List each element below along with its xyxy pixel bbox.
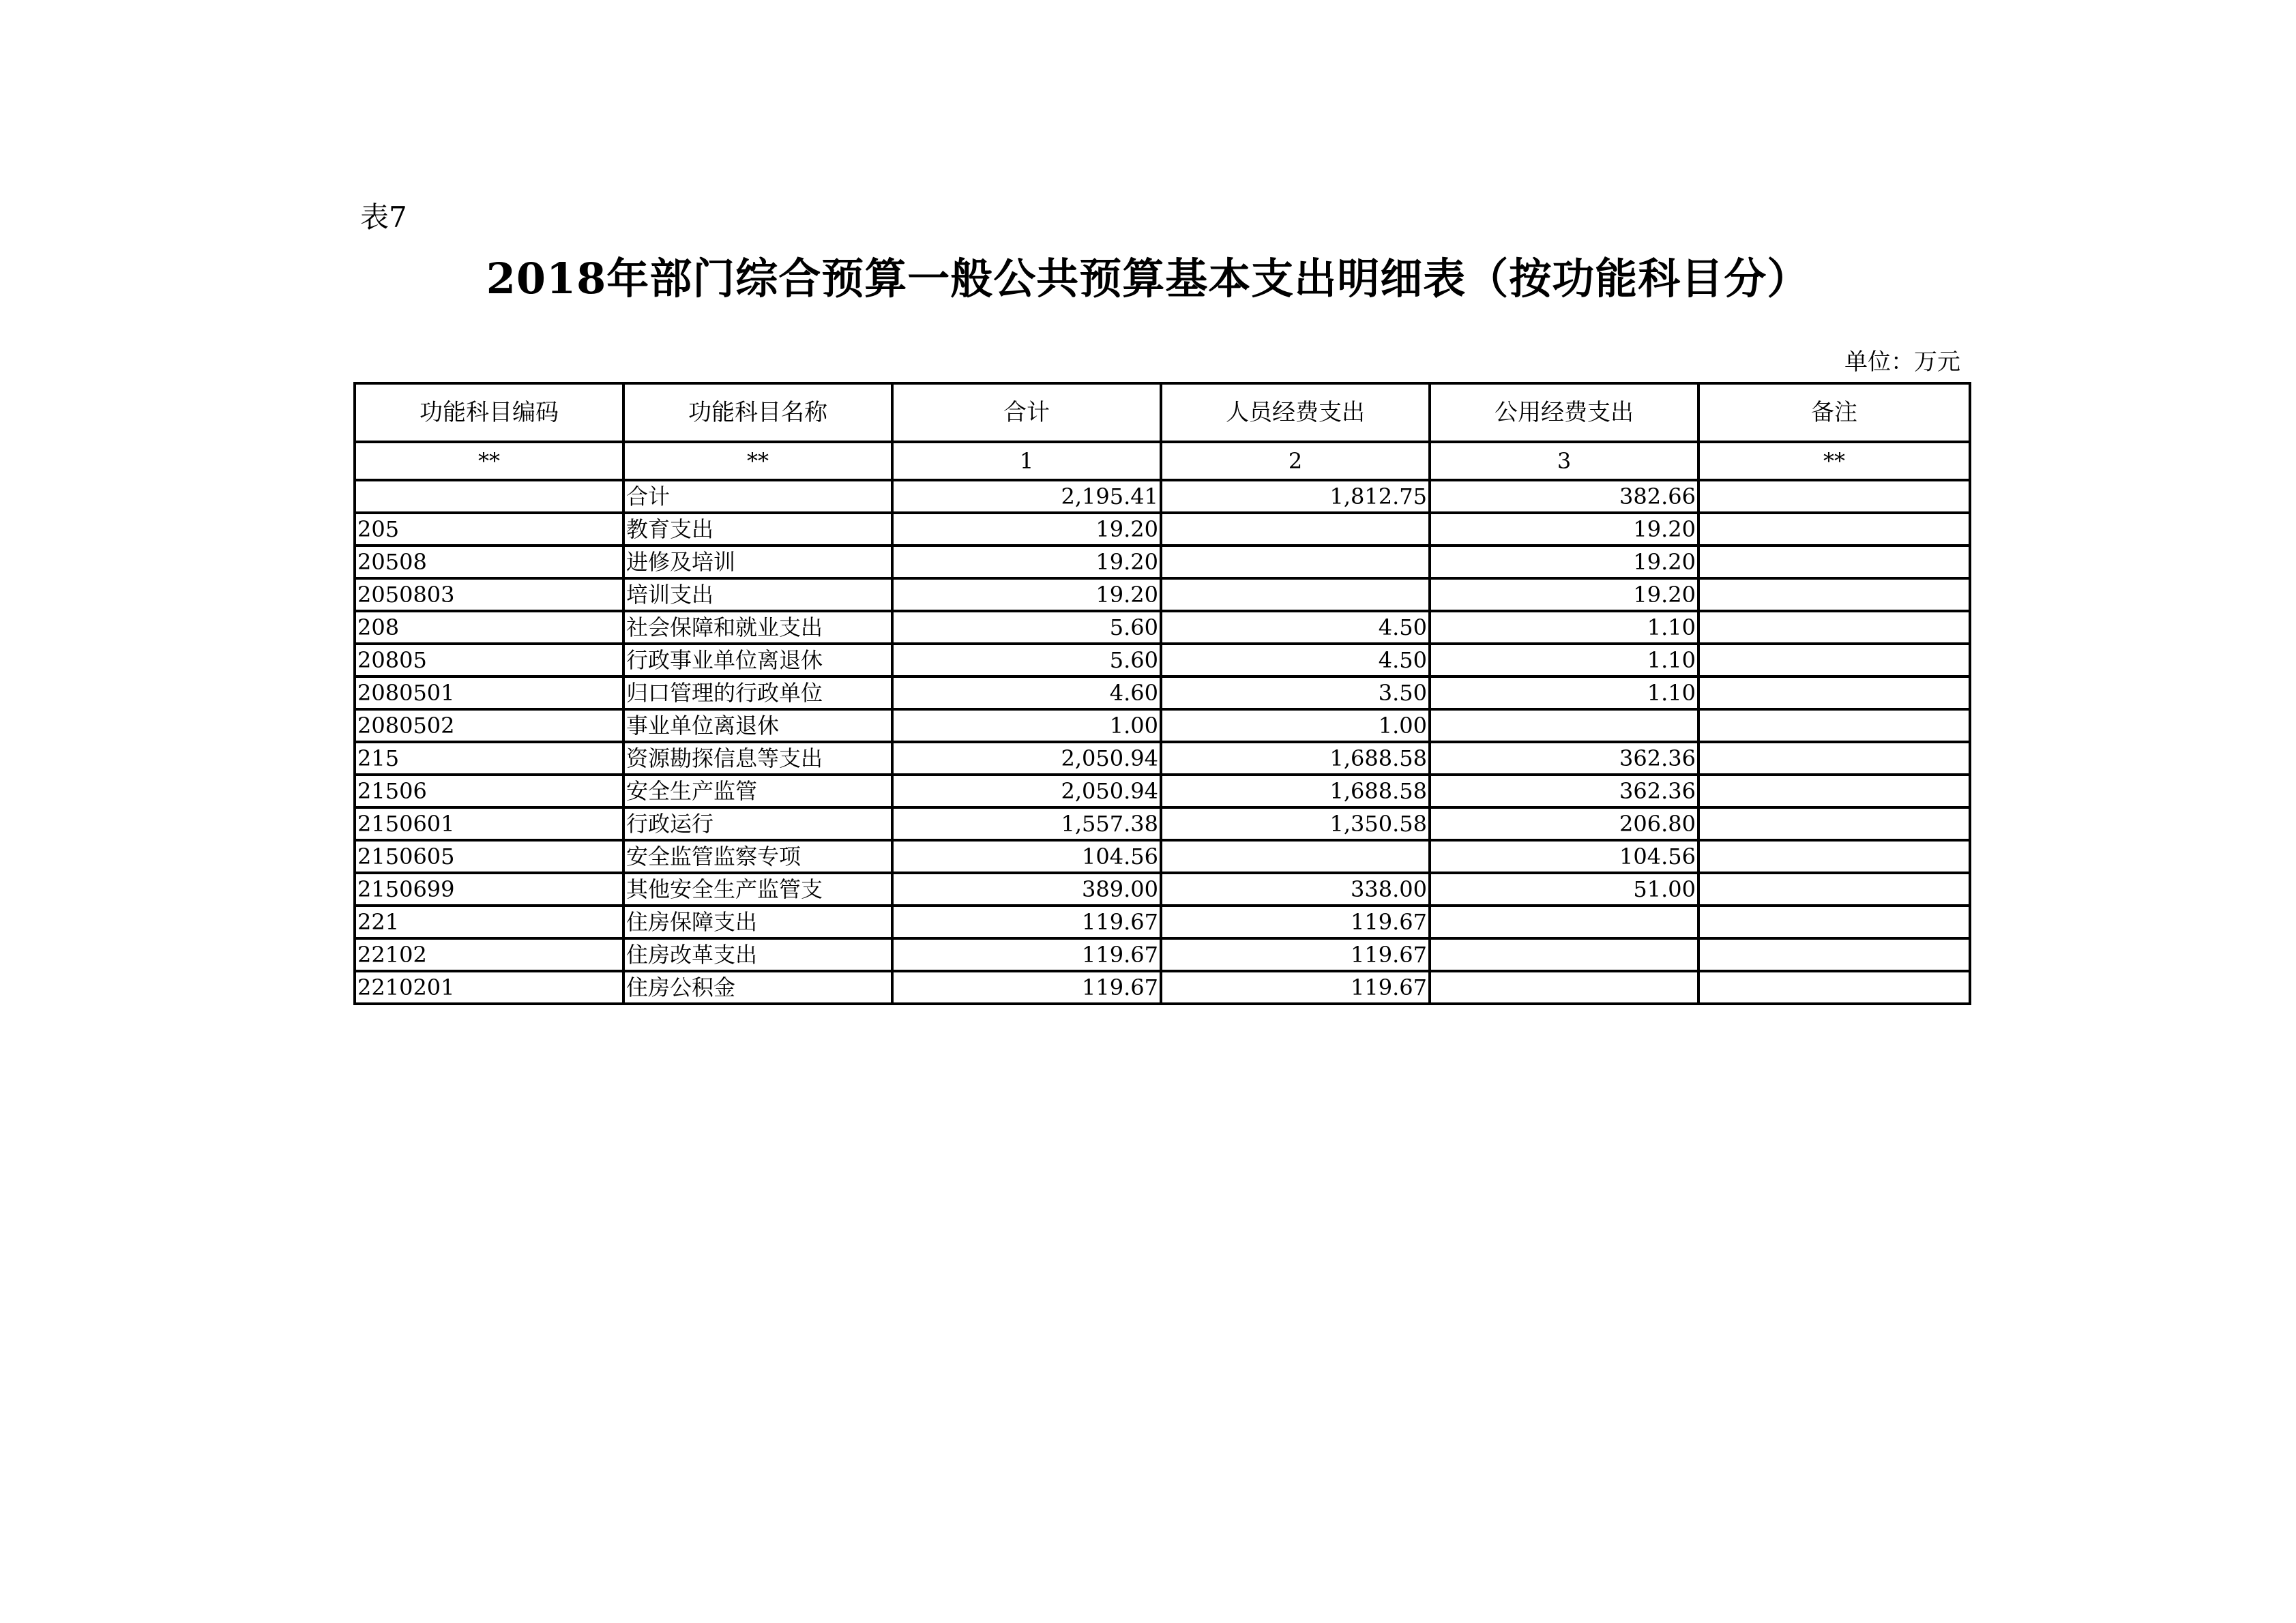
- public-cell: [1430, 971, 1698, 1004]
- total-cell: 2,050.94: [892, 742, 1161, 775]
- personnel-cell: 1,688.58: [1161, 742, 1430, 775]
- header-name: 功能科目名称: [623, 383, 892, 442]
- public-cell: 19.20: [1430, 546, 1698, 578]
- public-cell: [1430, 906, 1698, 938]
- total-cell: 1.00: [892, 709, 1161, 742]
- document-title: 2018年部门综合预算一般公共预算基本支出明细表（按功能科目分）: [486, 254, 1810, 303]
- table-row: [355, 938, 1970, 971]
- public-cell: [1430, 938, 1698, 971]
- total-cell: 119.67: [892, 906, 1161, 938]
- name-cell: 培训支出: [623, 578, 892, 611]
- code-cell: 2150601: [355, 807, 623, 840]
- code-cell: 208: [355, 611, 623, 644]
- total-cell: 119.67: [892, 938, 1161, 971]
- public-cell: 19.20: [1430, 578, 1698, 611]
- note-cell: [1698, 906, 1970, 938]
- table-row: [355, 513, 1970, 546]
- total-cell: 19.20: [892, 578, 1161, 611]
- header-public: 公用经费支出: [1430, 383, 1698, 442]
- personnel-cell: 3.50: [1161, 676, 1430, 709]
- code-cell: 205: [355, 513, 623, 546]
- table-row: [355, 611, 1970, 644]
- code-cell: 2150699: [355, 873, 623, 906]
- name-cell: 进修及培训: [623, 546, 892, 578]
- name-cell: 归口管理的行政单位: [623, 676, 892, 709]
- table-row: [355, 578, 1970, 611]
- code-cell: 2210201: [355, 971, 623, 1004]
- code-cell: 22102: [355, 938, 623, 971]
- note-cell: [1698, 709, 1970, 742]
- table-row: [355, 644, 1970, 676]
- public-cell: 382.66: [1430, 480, 1698, 513]
- index-personnel: 2: [1161, 442, 1430, 480]
- name-cell: 住房公积金: [623, 971, 892, 1004]
- name-cell: 行政运行: [623, 807, 892, 840]
- note-cell: [1698, 938, 1970, 971]
- header-code: 功能科目编码: [355, 383, 623, 442]
- total-cell: 19.20: [892, 546, 1161, 578]
- personnel-cell: 1,688.58: [1161, 775, 1430, 807]
- index-name: **: [623, 442, 892, 480]
- total-cell: 2,195.41: [892, 480, 1161, 513]
- name-cell: 教育支出: [623, 513, 892, 546]
- public-cell: 19.20: [1430, 513, 1698, 546]
- personnel-cell: 119.67: [1161, 971, 1430, 1004]
- header-note: 备注: [1698, 383, 1970, 442]
- total-cell: 119.67: [892, 971, 1161, 1004]
- total-cell: 389.00: [892, 873, 1161, 906]
- total-cell: 1,557.38: [892, 807, 1161, 840]
- total-cell: 2,050.94: [892, 775, 1161, 807]
- table-row: [355, 971, 1970, 1004]
- index-note: **: [1698, 442, 1970, 480]
- code-cell: 2080501: [355, 676, 623, 709]
- table-row: [355, 742, 1970, 775]
- public-cell: 206.80: [1430, 807, 1698, 840]
- public-cell: 362.36: [1430, 742, 1698, 775]
- note-cell: [1698, 840, 1970, 873]
- table-header-row: [355, 383, 1970, 442]
- table-row: [355, 807, 1970, 840]
- table-row: [355, 775, 1970, 807]
- personnel-cell: 4.50: [1161, 611, 1430, 644]
- name-cell: 资源勘探信息等支出: [623, 742, 892, 775]
- code-cell: 21506: [355, 775, 623, 807]
- table-number-label: 表7: [360, 200, 407, 234]
- personnel-cell: 119.67: [1161, 906, 1430, 938]
- code-cell: 221: [355, 906, 623, 938]
- table-row: [355, 873, 1970, 906]
- code-cell: 2080502: [355, 709, 623, 742]
- code-cell: 20508: [355, 546, 623, 578]
- name-cell: 住房改革支出: [623, 938, 892, 971]
- total-cell: 19.20: [892, 513, 1161, 546]
- public-cell: 104.56: [1430, 840, 1698, 873]
- table-body: [355, 480, 1970, 1004]
- name-cell: 安全生产监管: [623, 775, 892, 807]
- name-cell: 社会保障和就业支出: [623, 611, 892, 644]
- public-cell: [1430, 709, 1698, 742]
- table-row: [355, 480, 1970, 513]
- note-cell: [1698, 742, 1970, 775]
- note-cell: [1698, 513, 1970, 546]
- total-cell: 5.60: [892, 611, 1161, 644]
- name-cell: 合计: [623, 480, 892, 513]
- public-cell: 1.10: [1430, 644, 1698, 676]
- index-public: 3: [1430, 442, 1698, 480]
- table-row: [355, 709, 1970, 742]
- header-total: 合计: [892, 383, 1161, 442]
- public-cell: 1.10: [1430, 611, 1698, 644]
- note-cell: [1698, 480, 1970, 513]
- budget-table: [353, 382, 1971, 1005]
- name-cell: 安全监管监察专项: [623, 840, 892, 873]
- note-cell: [1698, 873, 1970, 906]
- total-cell: 5.60: [892, 644, 1161, 676]
- code-cell: 2150605: [355, 840, 623, 873]
- name-cell: 行政事业单位离退休: [623, 644, 892, 676]
- personnel-cell: [1161, 578, 1430, 611]
- index-code: **: [355, 442, 623, 480]
- unit-label: 单位：万元: [1844, 348, 1960, 376]
- personnel-cell: [1161, 513, 1430, 546]
- note-cell: [1698, 971, 1970, 1004]
- code-cell: 20805: [355, 644, 623, 676]
- personnel-cell: 119.67: [1161, 938, 1430, 971]
- public-cell: 1.10: [1430, 676, 1698, 709]
- note-cell: [1698, 676, 1970, 709]
- personnel-cell: 338.00: [1161, 873, 1430, 906]
- personnel-cell: [1161, 546, 1430, 578]
- note-cell: [1698, 775, 1970, 807]
- note-cell: [1698, 578, 1970, 611]
- personnel-cell: 1,350.58: [1161, 807, 1430, 840]
- table-index-row: [355, 442, 1970, 480]
- table-row: [355, 546, 1970, 578]
- name-cell: 其他安全生产监管支: [623, 873, 892, 906]
- public-cell: 362.36: [1430, 775, 1698, 807]
- code-cell: 215: [355, 742, 623, 775]
- total-cell: 4.60: [892, 676, 1161, 709]
- note-cell: [1698, 546, 1970, 578]
- table-row: [355, 840, 1970, 873]
- public-cell: 51.00: [1430, 873, 1698, 906]
- index-total: 1: [892, 442, 1161, 480]
- personnel-cell: 1,812.75: [1161, 480, 1430, 513]
- code-cell: 2050803: [355, 578, 623, 611]
- table-row: [355, 676, 1970, 709]
- note-cell: [1698, 611, 1970, 644]
- personnel-cell: 1.00: [1161, 709, 1430, 742]
- table-row: [355, 906, 1970, 938]
- total-cell: 104.56: [892, 840, 1161, 873]
- personnel-cell: 4.50: [1161, 644, 1430, 676]
- name-cell: 事业单位离退休: [623, 709, 892, 742]
- note-cell: [1698, 644, 1970, 676]
- personnel-cell: [1161, 840, 1430, 873]
- note-cell: [1698, 807, 1970, 840]
- code-cell: [355, 480, 623, 513]
- name-cell: 住房保障支出: [623, 906, 892, 938]
- header-personnel: 人员经费支出: [1161, 383, 1430, 442]
